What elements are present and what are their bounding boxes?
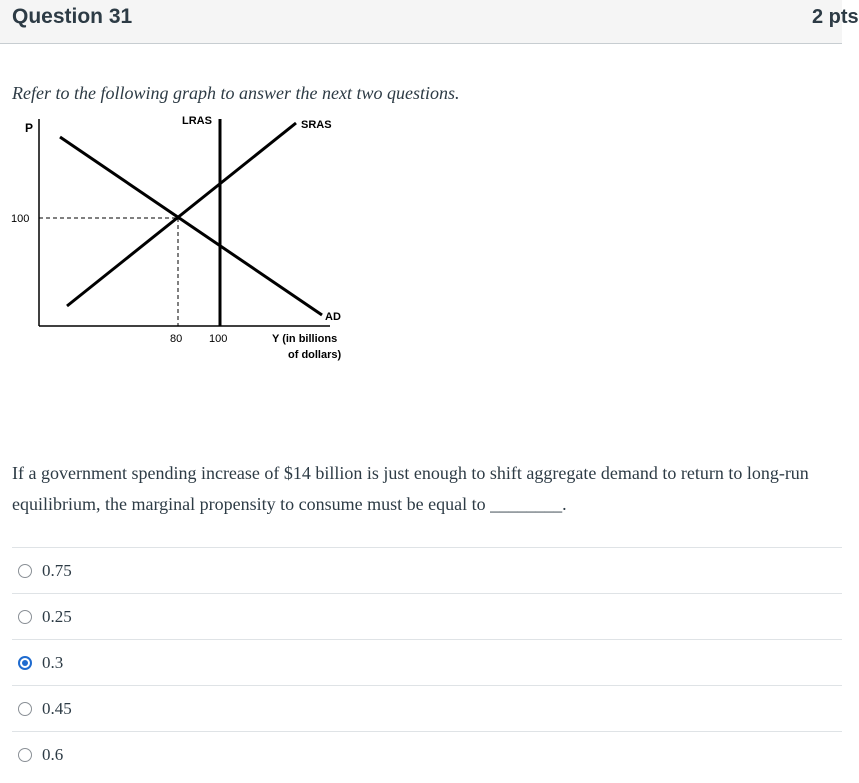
x-tick-100: 100 bbox=[209, 333, 228, 345]
question-text: If a government spending increase of $14 billion is just enough to shift aggregate demand to return to long-run equilibrium, the marginal propensity to consume must be equal to ________. bbox=[12, 463, 809, 514]
radio-button[interactable] bbox=[18, 656, 32, 670]
x-tick-80: 80 bbox=[170, 333, 183, 345]
answer-option-label: 0.45 bbox=[42, 698, 72, 718]
lras-label: LRAS bbox=[182, 115, 212, 127]
answer-option-label: 0.6 bbox=[42, 744, 64, 764]
radio-button[interactable] bbox=[18, 748, 32, 762]
answer-option[interactable] bbox=[12, 547, 842, 593]
sras-label: SRAS bbox=[301, 119, 332, 131]
question-title: Question 31 bbox=[12, 5, 133, 28]
answer-option[interactable] bbox=[12, 593, 842, 639]
answer-option-label: 0.3 bbox=[42, 652, 64, 672]
answer-option[interactable] bbox=[12, 685, 842, 731]
answer-options bbox=[12, 547, 842, 777]
x-axis-label-line2: of dollars) bbox=[288, 349, 342, 361]
question-header bbox=[0, 0, 859, 44]
y-tick-100: 100 bbox=[11, 213, 30, 225]
ad-as-graph bbox=[0, 105, 400, 375]
y-axis-label: P bbox=[25, 121, 34, 135]
radio-button[interactable] bbox=[18, 564, 32, 578]
ad-label: AD bbox=[325, 311, 341, 323]
instruction-text: Refer to the following graph to answer the next two questions. bbox=[12, 83, 460, 103]
sras-line bbox=[67, 123, 296, 306]
ad-line bbox=[60, 137, 322, 315]
radio-button[interactable] bbox=[18, 702, 32, 716]
answer-option[interactable] bbox=[12, 639, 842, 685]
radio-button[interactable] bbox=[18, 610, 32, 624]
answer-option-label: 0.25 bbox=[42, 606, 72, 626]
answer-option[interactable] bbox=[12, 731, 842, 777]
question-points: 2 pts bbox=[812, 6, 859, 28]
x-axis-label-line1: Y (in billions bbox=[272, 333, 338, 345]
answer-option-label: 0.75 bbox=[42, 560, 72, 580]
